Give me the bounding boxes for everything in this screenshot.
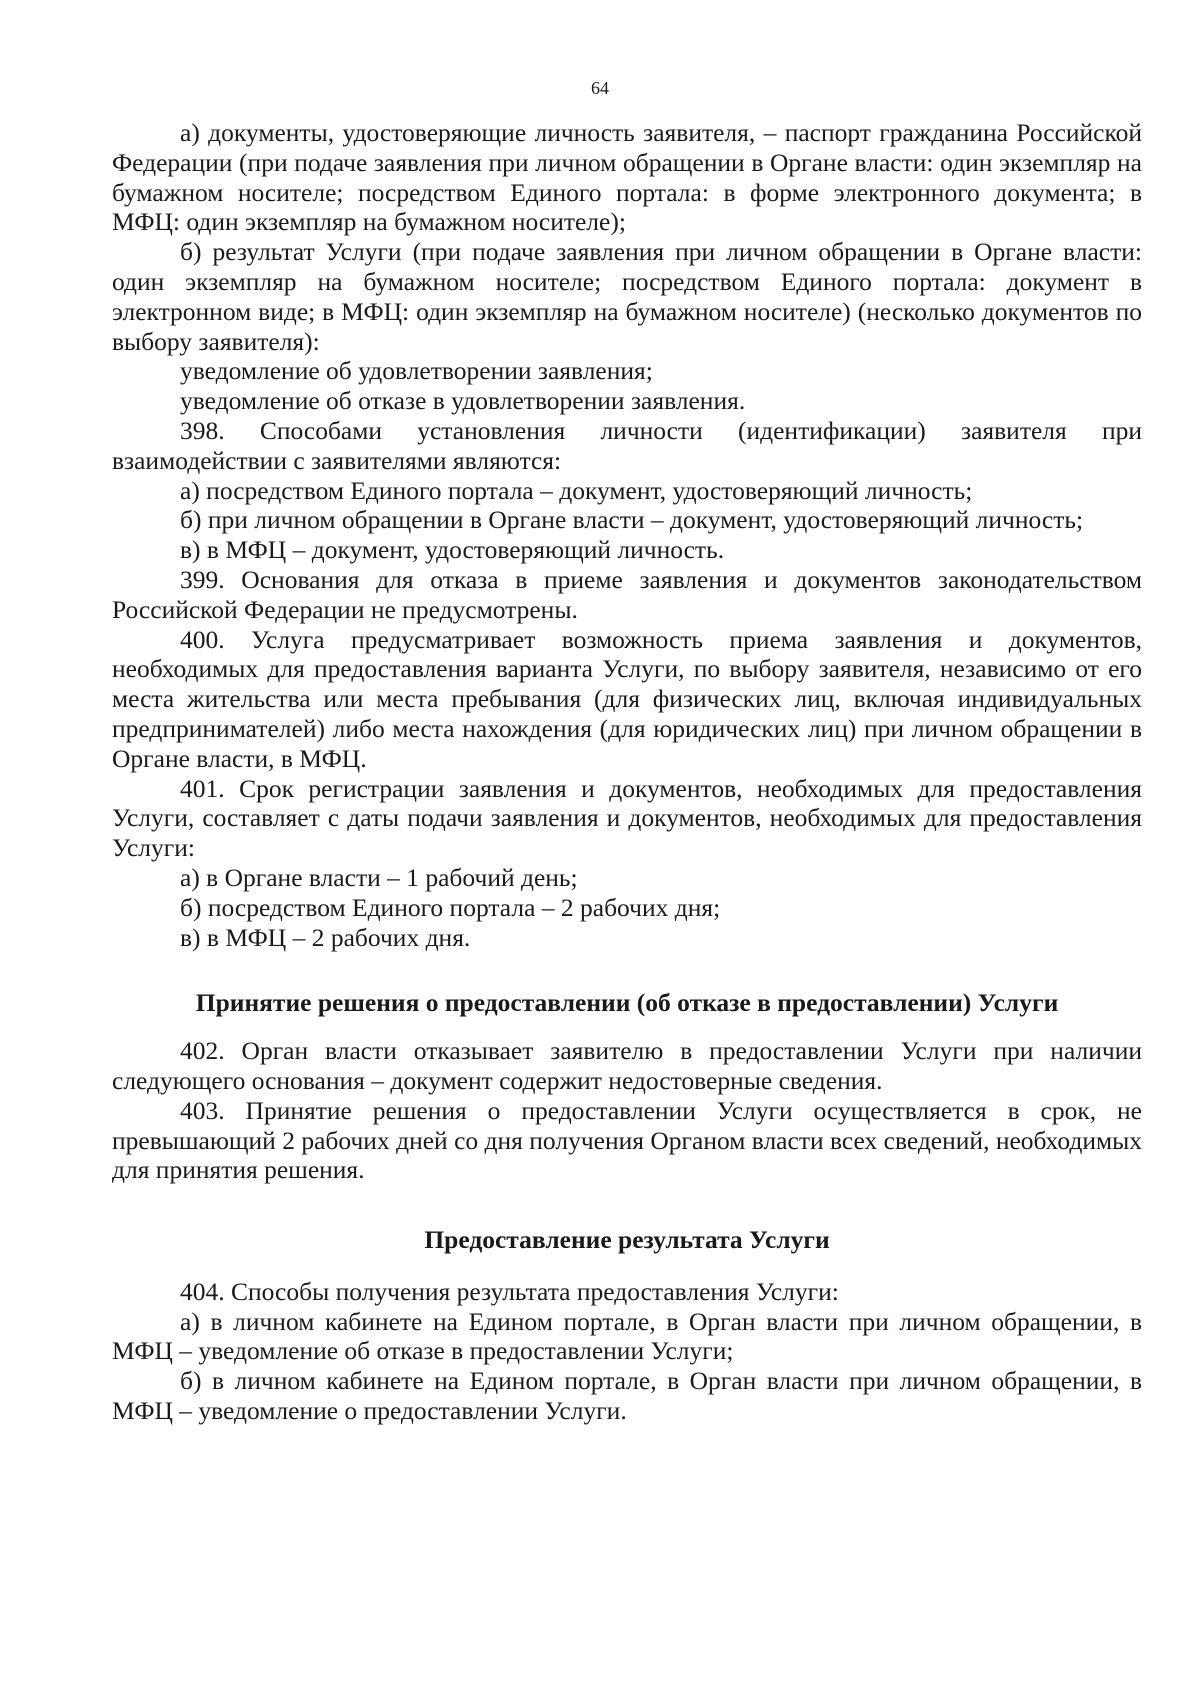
paragraph: б) в личном кабинете на Едином портале, в Орган власти при личном обращении, в МФЦ – уведомление о предоставлении Услуги.: [112, 1366, 1142, 1426]
page-number: 64: [591, 78, 609, 98]
paragraph: уведомление об отказе в удовлетворении заявления.: [180, 386, 746, 416]
paragraph: а) в личном кабинете на Едином портале, в Орган власти при личном обращении, в МФЦ – уведомление об отказе в предоставлении Услуги;: [112, 1306, 1142, 1366]
paragraph: в) в МФЦ – 2 рабочих дня.: [180, 922, 471, 952]
paragraph: 402. Орган власти отказывает заявителю в предоставлении Услуги при наличии следующего основания – документ содержит недостоверные сведения.: [112, 1036, 1142, 1095]
paragraph: 399. Основания для отказа в приеме заявления и документов законодательством Российской Федерации не предусмотрены.: [112, 564, 1142, 624]
paragraph: а) в Органе власти – 1 рабочий день;: [180, 862, 578, 892]
paragraph: б) при личном обращении в Органе власти – документ, удостоверяющий личность;: [180, 505, 1084, 535]
paragraph: 398. Способами установления личности (идентификации) заявителя при взаимодействии с заявителями являются:: [112, 415, 1142, 475]
paragraph: б) результат Услуги (при подаче заявления при личном обращении в Органе власти: один экземпляр на бумажном носителе; посредством Единого портала: документ в электронном виде; в МФЦ: один экземпляр на бумажном носителе) (несколько документов по выбору заявителя):: [112, 237, 1142, 356]
section-heading: Предоставление результата Услуги: [424, 1225, 830, 1255]
paragraph: 400. Услуга предусматривает возможность приема заявления и документов, необходимых для предоставления варианта Услуги, по выбору заявителя, независимо от его места жительства или места пребывания (для физических лиц, включая индивидуальных предпринимателей) либо места нахождения (для юридических лиц) при личном обращении в Органе власти, в МФЦ.: [112, 624, 1142, 773]
paragraph: 404. Способы получения результата предоставления Услуги:: [180, 1276, 839, 1306]
paragraph: в) в МФЦ – документ, удостоверяющий личность.: [180, 535, 725, 565]
paragraph: а) посредством Единого портала – документ, удостоверяющий личность;: [180, 475, 973, 505]
paragraph: 403. Принятие решения о предоставлении Услуги осуществляется в срок, не превышающий 2 рабочих дней со дня получения Органом власти всех сведений, необходимых для принятия решения.: [112, 1095, 1142, 1185]
paragraph: 401. Срок регистрации заявления и документов, необходимых для предоставления Услуги, составляет с даты подачи заявления и документов, необходимых для предоставления Услуги:: [112, 773, 1142, 863]
document-body: [112, 118, 1142, 1426]
paragraph: б) посредством Единого портала – 2 рабочих дня;: [180, 892, 721, 922]
paragraph: а) документы, удостоверяющие личность заявителя, – паспорт гражданина Российской Федерации (при подаче заявления при личном обращении в Органе власти: один экземпляр на бумажном носителе; посредством Единого портала: в форме электронного документа; в МФЦ: один экземпляр на бумажном носителе);: [112, 118, 1142, 237]
paragraph: уведомление об удовлетворении заявления;: [180, 356, 653, 386]
section-heading: Принятие решения о предоставлении (об отказе в предоставлении) Услуги: [195, 988, 1059, 1018]
